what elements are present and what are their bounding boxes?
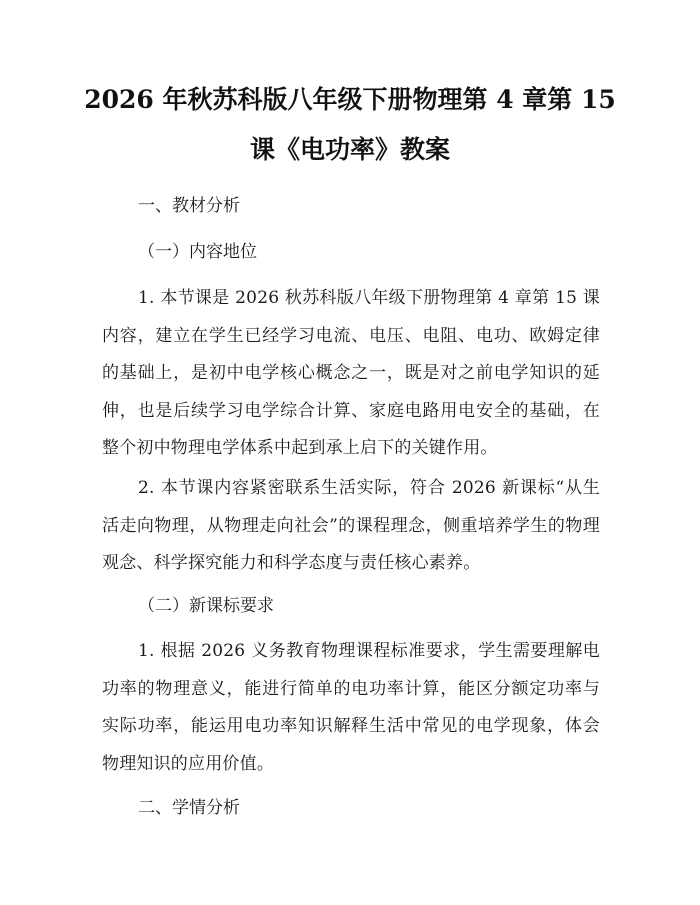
subsection-heading-curriculum-requirements: （二）新课标要求 [138, 596, 274, 616]
paragraph-content-position-2: 2. 本节课内容紧密联系生活实际，符合 2026 新课标“从生活走向物理，从物理走向社会”的课程理念，侧重培养学生的物理观念、科学探究能力和科学态度与责任核心素养。 [102, 478, 600, 573]
paragraph-content-position-1: 1. 本节课是 2026 秋苏科版八年级下册物理第 4 章第 15 课内容，建立在学生已经学习电流、电压、电阻、电功、欧姆定律的基础上，是初中电学核心概念之一，既是对之前电学知识的延伸，也是后续学习电学综合计算、家庭电路用电安全的基础，在整个初中物理电学体系中起到承上启下的关键作用。 [102, 288, 600, 458]
section-heading-textbook-analysis: 一、教材分析 [138, 196, 240, 216]
document-title-line1: 2026 年秋苏科版八年级下册物理第 4 章第 15 [84, 85, 616, 114]
paragraph-curriculum-requirements-1: 1. 根据 2026 义务教育物理课程标准要求，学生需要理解电功率的物理意义，能进行简单的电功率计算，能区分额定功率与实际功率，能运用电功率知识解释生活中常见的电学现象，体会物理知识的应用价值。 [102, 641, 600, 774]
subsection-heading-content-position: （一）内容地位 [138, 242, 257, 262]
document-title-line2: 课《电功率》教案 [249, 135, 450, 164]
section-heading-student-analysis: 二、学情分析 [138, 798, 240, 818]
